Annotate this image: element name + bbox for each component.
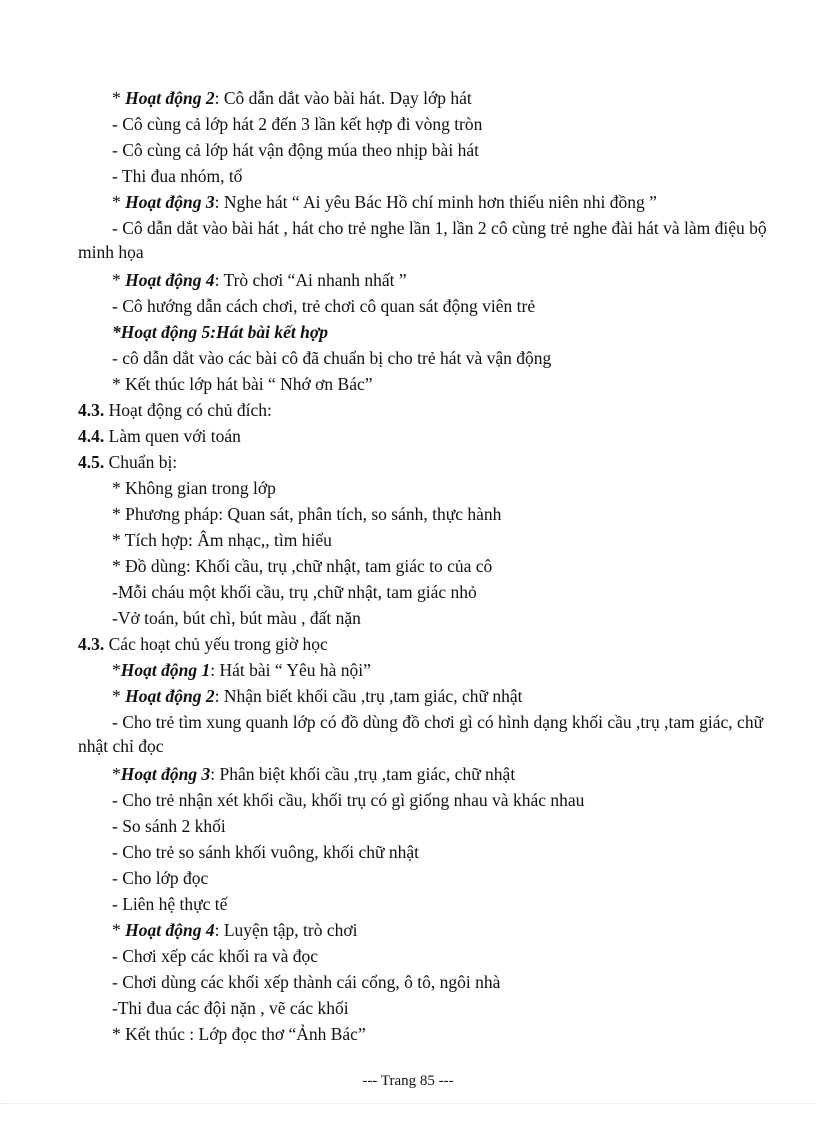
- paragraph-line: * Đồ dùng: Khối cầu, trụ ,chữ nhật, tam giác to của cô: [112, 556, 493, 576]
- section-heading: 4.3. Hoạt động có chủ đích:: [78, 400, 272, 420]
- paragraph-line: - Cô cùng cả lớp hát vận động múa theo nhịp bài hát: [112, 140, 479, 160]
- activity-5-heading: *Hoạt động 5:Hát bài kết hợp: [112, 322, 328, 342]
- paragraph-line: - Cho trẻ so sánh khối vuông, khối chữ nhật: [112, 842, 419, 862]
- paragraph-line: -Vở toán, bút chì, bút màu , đất nặn: [112, 608, 361, 628]
- section-heading: 4.4. Làm quen với toán: [78, 426, 241, 446]
- activity-4-heading: * Hoạt động 4: Luyện tập, trò chơi: [112, 920, 358, 940]
- activity-1-heading: *Hoạt động 1: Hát bài “ Yêu hà nội”: [112, 660, 371, 680]
- paragraph-line: - So sánh 2 khối: [112, 816, 226, 836]
- paragraph-line: - Cho trẻ nhận xét khối cầu, khối trụ có gì giống nhau và khác nhau: [112, 790, 585, 810]
- paragraph-line: - Cho lớp đọc: [112, 868, 209, 888]
- paragraph-line: - Chơi xếp các khối ra và đọc: [112, 946, 319, 966]
- page-footer: --- Trang 85 ---: [362, 1073, 454, 1089]
- paragraph-line: - Liên hệ thực tế: [112, 894, 228, 914]
- activity-2-heading: * Hoạt động 2: Nhận biết khối cầu ,trụ ,tam giác, chữ nhật: [112, 686, 523, 706]
- activity-2-heading: * Hoạt động 2: Cô dẫn dắt vào bài hát. Dạy lớp hát: [112, 88, 472, 108]
- paragraph-line: - Chơi dùng các khối xếp thành cái cổng, ô tô, ngôi nhà: [112, 972, 501, 992]
- paragraph-line: * Kết thúc : Lớp đọc thơ “Ảnh Bác”: [112, 1024, 366, 1044]
- section-heading: 4.5. Chuẩn bị:: [78, 452, 178, 472]
- paragraph-line: - Cô hướng dẫn cách chơi, trẻ chơi cô quan sát động viên trẻ: [112, 296, 536, 316]
- paragraph-line: * Kết thúc lớp hát bài “ Nhớ ơn Bác”: [112, 374, 373, 394]
- paragraph-line: -Thi đua các đội nặn , vẽ các khối: [112, 998, 349, 1018]
- paragraph-line: - Thi đua nhóm, tổ: [112, 166, 243, 186]
- activity-3-heading: *Hoạt động 3: Phân biệt khối cầu ,trụ ,tam giác, chữ nhật: [112, 764, 516, 784]
- paragraph-line: - Cô cùng cả lớp hát 2 đến 3 lần kết hợp đi vòng tròn: [112, 114, 483, 134]
- page-bottom-divider: [0, 1103, 816, 1104]
- section-heading: 4.3. Các hoạt chủ yếu trong giờ học: [78, 634, 328, 654]
- paragraph-wrapped: - Cho trẻ tìm xung quanh lớp có đồ dùng đồ chơi gì có hình dạng khối cầu ,trụ ,tam giác, chữ nhật chỉ đọc: [78, 712, 764, 756]
- paragraph-line: * Phương pháp: Quan sát, phân tích, so sánh, thực hành: [112, 504, 502, 524]
- paragraph-line: * Không gian trong lớp: [112, 478, 276, 498]
- paragraph-line: -Mỗi cháu một khối cầu, trụ ,chữ nhật, tam giác nhỏ: [112, 582, 477, 602]
- activity-3-heading: * Hoạt động 3: Nghe hát “ Ai yêu Bác Hồ chí minh hơn thiếu niên nhi đồng ”: [112, 192, 657, 212]
- paragraph-line: - cô dẫn dắt vào các bài cô đã chuẩn bị cho trẻ hát và vận động: [112, 348, 552, 368]
- activity-4-heading: * Hoạt động 4: Trò chơi “Ai nhanh nhất ”: [112, 270, 407, 290]
- paragraph-wrapped: - Cô dẫn dắt vào bài hát , hát cho trẻ nghe lần 1, lần 2 cô cùng trẻ nghe đài hát và làm điệu bộ minh họa: [78, 218, 767, 262]
- paragraph-line: * Tích hợp: Âm nhạc,, tìm hiểu: [112, 530, 332, 550]
